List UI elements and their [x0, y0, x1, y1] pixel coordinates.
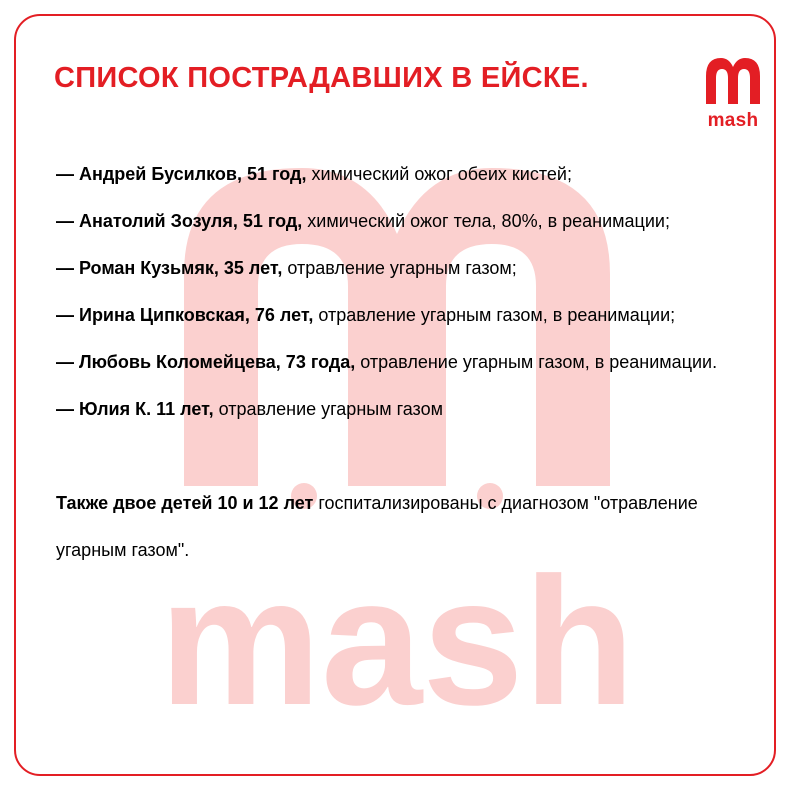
news-card	[14, 14, 776, 776]
victim-entry: — Роман Кузьмяк, 35 лет, отравление угарным газом;	[56, 258, 517, 278]
victim-entry: — Ирина Ципковская, 76 лет, отравление угарным газом, в реанимации;	[56, 305, 676, 325]
page-title: СПИСОК ПОСТРАДАВШИХ В ЕЙСКЕ.	[54, 62, 589, 94]
victim-entry: — Анатолий Зозуля, 51 год, химический ожог тела, 80%, в реанимации;	[56, 211, 670, 231]
mash-logo	[702, 54, 764, 134]
hospitalization-note: Также двое детей 10 и 12 лет госпитализированы с диагнозом "отравление угарным газом".	[56, 493, 698, 560]
watermark-text: mash	[159, 539, 635, 743]
victim-entry: — Юлия К. 11 лет, отравление угарным газом	[56, 399, 443, 419]
victims-list	[56, 151, 736, 574]
victim-entry: — Андрей Бусилков, 51 год, химический ожог обеих кистей;	[56, 164, 572, 184]
logo-text: mash	[707, 110, 759, 131]
victim-entry: — Любовь Коломейцева, 73 года, отравление угарным газом, в реанимации.	[56, 352, 718, 372]
mash-logo-icon	[702, 54, 764, 110]
